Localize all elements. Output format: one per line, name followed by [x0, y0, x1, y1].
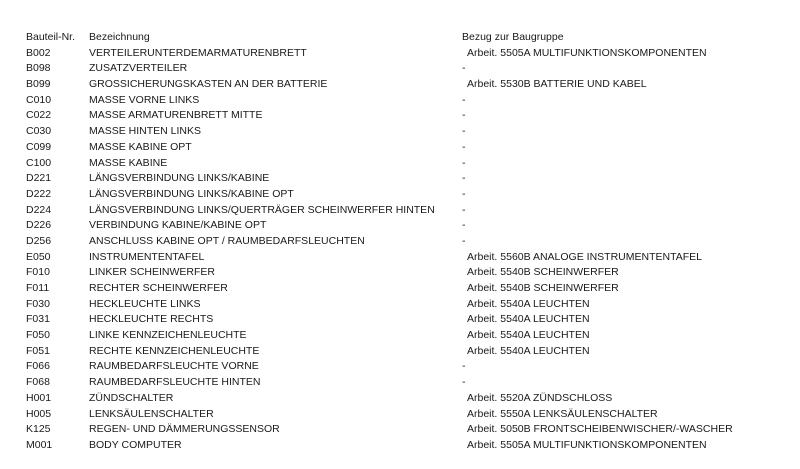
table-row: [26, 218, 796, 234]
cell-bauteil-nr: F011: [26, 282, 50, 294]
table-row: [26, 391, 796, 407]
cell-bauteil-nr: B099: [26, 78, 51, 91]
cell-bezug: -: [462, 140, 466, 153]
cell-bezug: -: [462, 62, 466, 75]
cell-bezug: Arbeit. 5550A LENKSÄULENSCHALTER: [467, 407, 658, 420]
table-row: [26, 187, 796, 203]
cell-bauteil-nr: B098: [26, 62, 51, 75]
cell-bauteil-nr: F010: [26, 266, 50, 279]
cell-bezug: Arbeit. 5505A MULTIFUNKTIONSKOMPONENTEN: [467, 46, 707, 59]
cell-bezeichnung: LINKE KENNZEICHENLEUCHTE: [89, 329, 247, 342]
cell-bauteil-nr: E050: [26, 250, 51, 263]
table-row: [26, 344, 796, 360]
cell-bauteil-nr: D221: [26, 172, 52, 185]
cell-bezug: Arbeit. 5530B BATTERIE UND KABEL: [467, 78, 647, 91]
cell-bezeichnung: MASSE ARMATURENBRETT MITTE: [89, 109, 263, 122]
table-row: [26, 312, 796, 328]
cell-bauteil-nr: C030: [26, 125, 52, 138]
cell-bezug: Arbeit. 5540A LEUCHTEN: [467, 313, 590, 326]
cell-bezeichnung: MASSE VORNE LINKS: [89, 93, 200, 106]
cell-bezeichnung: VERBINDUNG KABINE/KABINE OPT: [89, 219, 267, 232]
cell-bauteil-nr: H005: [26, 407, 52, 420]
cell-bauteil-nr: F068: [26, 376, 50, 389]
cell-bezeichnung: GROSSICHERUNGSKASTEN AN DER BATTERIE: [89, 78, 328, 91]
cell-bauteil-nr: C022: [26, 109, 52, 122]
cell-bauteil-nr: D224: [26, 203, 52, 216]
cell-bauteil-nr: F066: [26, 360, 50, 373]
cell-bezug: Arbeit. 5050B FRONTSCHEIBENWISCHER/-WASCHER: [467, 423, 733, 436]
cell-bezeichnung: REGEN- UND DÄMMERUNGSSENSOR: [89, 423, 280, 436]
cell-bezeichnung: ANSCHLUSS KABINE OPT / RAUMBEDARFSLEUCHTEN: [89, 234, 365, 247]
cell-bezeichnung: HECKLEUCHTE RECHTS: [89, 313, 214, 326]
cell-bezug: Arbeit. 5560B ANALOGE INSTRUMENTENTAFEL: [467, 250, 702, 263]
table-row: [26, 438, 796, 454]
cell-bezug: -: [462, 187, 466, 200]
cell-bauteil-nr: C099: [26, 140, 52, 153]
cell-bezug: Arbeit. 5540B SCHEINWERFER: [467, 266, 619, 279]
table-row: [26, 297, 796, 313]
cell-bezug: -: [462, 156, 466, 169]
cell-bezug: -: [462, 93, 466, 106]
cell-bezeichnung: ZUSATZVERTEILER: [89, 62, 188, 75]
header-bezug: Bezug zur Baugruppe: [462, 31, 564, 43]
cell-bezug: Arbeit. 5520A ZÜNDSCHLOSS: [467, 391, 613, 404]
cell-bezug: Arbeit. 5540A LEUCHTEN: [467, 297, 590, 310]
cell-bauteil-nr: D222: [26, 187, 52, 200]
cell-bezug: -: [462, 360, 466, 373]
cell-bezeichnung: LINKER SCHEINWERFER: [89, 266, 216, 279]
cell-bezug: Arbeit. 5505A MULTIFUNKTIONSKOMPONENTEN: [467, 438, 707, 451]
table-row: [26, 250, 796, 266]
cell-bauteil-nr: D226: [26, 219, 52, 232]
cell-bezeichnung: HECKLEUCHTE LINKS: [89, 297, 201, 310]
cell-bezeichnung: LÄNGSVERBINDUNG LINKS/KABINE: [89, 172, 270, 185]
cell-bezeichnung: MASSE KABINE OPT: [89, 140, 192, 153]
table-row: [26, 156, 796, 172]
cell-bezeichnung: LENKSÄULENSCHALTER: [89, 407, 214, 420]
cell-bezeichnung: RECHTE KENNZEICHENLEUCHTE: [89, 344, 260, 357]
cell-bezeichnung: RAUMBEDARFSLEUCHTE VORNE: [89, 360, 259, 373]
cell-bezug: -: [462, 234, 466, 247]
cell-bauteil-nr: C010: [26, 93, 52, 106]
cell-bauteil-nr: F051: [26, 344, 50, 357]
cell-bezeichnung: MASSE KABINE: [89, 156, 168, 169]
cell-bezeichnung: BODY COMPUTER: [89, 438, 182, 451]
table-row: [26, 265, 796, 281]
cell-bauteil-nr: C100: [26, 156, 52, 169]
table-row: [26, 140, 796, 156]
cell-bezeichnung: VERTEILERUNTERDEMARMATURENBRETT: [89, 46, 307, 59]
cell-bezeichnung: RAUMBEDARFSLEUCHTE HINTEN: [89, 376, 261, 389]
cell-bezeichnung: INSTRUMENTENTAFEL: [89, 250, 205, 263]
cell-bezug: -: [462, 172, 466, 185]
table-row: [26, 124, 796, 140]
cell-bauteil-nr: F030: [26, 297, 50, 310]
table-row: [26, 234, 796, 250]
cell-bezeichnung: MASSE HINTEN LINKS: [89, 125, 202, 138]
table-row: [26, 203, 796, 219]
table-row: [26, 93, 796, 109]
table-row: [26, 281, 796, 297]
cell-bauteil-nr: M001: [26, 438, 53, 451]
cell-bezug: -: [462, 125, 466, 138]
cell-bezeichnung: ZÜNDSCHALTER: [89, 391, 174, 404]
cell-bezug: Arbeit. 5540B SCHEINWERFER: [467, 282, 619, 294]
cell-bezug: Arbeit. 5540A LEUCHTEN: [467, 329, 590, 342]
header-bezeichnung: Bezeichnung: [89, 31, 150, 43]
table-body: [26, 46, 796, 454]
table-row: [26, 328, 796, 344]
cell-bauteil-nr: F031: [26, 313, 50, 326]
table-row: [26, 375, 796, 391]
cell-bauteil-nr: H001: [26, 391, 52, 404]
cell-bezeichnung: LÄNGSVERBINDUNG LINKS/KABINE OPT: [89, 187, 294, 200]
component-table: [26, 30, 796, 454]
table-row: [26, 77, 796, 93]
table-row: [26, 61, 796, 77]
cell-bezug: -: [462, 219, 466, 232]
table-row: [26, 46, 796, 62]
header-bauteil-nr: Bauteil-Nr.: [26, 31, 76, 43]
table-row: [26, 422, 796, 438]
table-row: [26, 108, 796, 124]
cell-bezug: Arbeit. 5540A LEUCHTEN: [467, 344, 590, 357]
cell-bezug: -: [462, 203, 466, 216]
table-row: [26, 359, 796, 375]
cell-bezeichnung: RECHTER SCHEINWERFER: [89, 282, 228, 294]
cell-bauteil-nr: B002: [26, 46, 51, 59]
cell-bezug: -: [462, 376, 466, 389]
cell-bauteil-nr: K125: [26, 423, 51, 436]
cell-bauteil-nr: F050: [26, 329, 50, 342]
cell-bezug: -: [462, 109, 466, 122]
cell-bauteil-nr: D256: [26, 234, 52, 247]
table-header-row: [26, 30, 796, 46]
table-row: [26, 171, 796, 187]
cell-bezeichnung: LÄNGSVERBINDUNG LINKS/QUERTRÄGER SCHEINWERFER HINTEN: [89, 203, 435, 216]
table-row: [26, 407, 796, 423]
